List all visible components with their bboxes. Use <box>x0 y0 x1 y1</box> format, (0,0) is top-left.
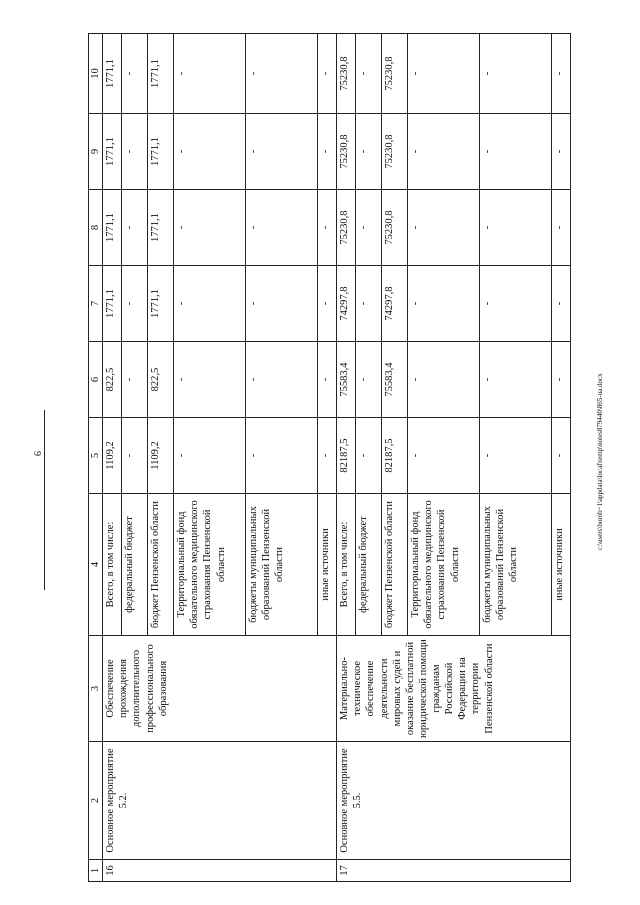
value-cell: - <box>246 114 318 190</box>
value-cell: - <box>552 34 571 114</box>
value-cell: - <box>408 342 480 418</box>
value-cell: 1771,1 <box>148 34 174 114</box>
value-cell: - <box>480 266 552 342</box>
page-number: 9 <box>31 451 42 456</box>
column-header: 1 <box>89 860 103 882</box>
funding-source: бюджет Пензенской области <box>382 494 408 636</box>
value-cell: - <box>408 266 480 342</box>
table-row <box>103 34 122 882</box>
value-cell: 1109,2 <box>148 418 174 494</box>
value-cell: - <box>246 418 318 494</box>
value-cell: - <box>480 418 552 494</box>
value-cell: - <box>318 418 337 494</box>
row-number: 16 <box>103 860 337 882</box>
value-cell: 75230,8 <box>337 190 356 266</box>
value-cell: - <box>408 418 480 494</box>
value-cell: 1771,1 <box>103 34 122 114</box>
value-cell: - <box>122 266 148 342</box>
event-title: Основное мероприятие 5.2. <box>103 742 337 860</box>
funding-source: Территориальный фонд обязательного медицинского страхования Пензенской области <box>408 494 480 636</box>
value-cell: - <box>318 34 337 114</box>
value-cell: - <box>480 342 552 418</box>
value-cell: - <box>246 190 318 266</box>
column-header: 3 <box>89 636 103 742</box>
value-cell: - <box>174 342 246 418</box>
funding-source: Всего, в том числе: <box>103 494 122 636</box>
funding-source: Территориальный фонд обязательного медицинского страхования Пензенской области <box>174 494 246 636</box>
value-cell: 1771,1 <box>148 114 174 190</box>
value-cell: 75230,8 <box>382 190 408 266</box>
value-cell: - <box>480 34 552 114</box>
value-cell: 74297,8 <box>337 266 356 342</box>
column-header: 6 <box>89 342 103 418</box>
value-cell: - <box>356 266 382 342</box>
value-cell: - <box>552 266 571 342</box>
value-cell: 75230,8 <box>337 114 356 190</box>
value-cell: - <box>356 190 382 266</box>
value-cell: 82187,5 <box>337 418 356 494</box>
table-row <box>337 34 356 882</box>
column-header: 7 <box>89 266 103 342</box>
funding-source: иные источники <box>552 494 571 636</box>
funding-source: федеральный бюджет <box>356 494 382 636</box>
funding-source: бюджет Пензенской области <box>148 494 174 636</box>
value-cell: 1771,1 <box>148 266 174 342</box>
value-cell: - <box>122 190 148 266</box>
value-cell: - <box>122 34 148 114</box>
value-cell: - <box>122 342 148 418</box>
value-cell: 75230,8 <box>337 34 356 114</box>
value-cell: - <box>174 190 246 266</box>
table-wrapper <box>88 34 566 882</box>
header-row <box>89 34 103 882</box>
value-cell: - <box>552 342 571 418</box>
value-cell: - <box>174 34 246 114</box>
value-cell: - <box>356 114 382 190</box>
value-cell: - <box>408 114 480 190</box>
value-cell: - <box>552 418 571 494</box>
value-cell: 82187,5 <box>382 418 408 494</box>
table-body <box>103 34 571 882</box>
event-name: Обеспечение прохождения дополнительного профессионального образования <box>103 636 337 742</box>
value-cell: - <box>246 34 318 114</box>
value-cell: - <box>174 418 246 494</box>
value-cell: - <box>408 34 480 114</box>
separator-line <box>44 410 45 590</box>
value-cell: - <box>318 190 337 266</box>
column-header: 10 <box>89 34 103 114</box>
value-cell: 75230,8 <box>382 114 408 190</box>
value-cell: - <box>318 114 337 190</box>
value-cell: - <box>480 190 552 266</box>
funding-source: иные источники <box>318 494 337 636</box>
footer-path: c:\users\borob~1\appdata\local\temp\notes879440\865-ua.docx <box>596 373 604 550</box>
column-header: 2 <box>89 742 103 860</box>
value-cell: - <box>318 342 337 418</box>
value-cell: 75230,8 <box>382 34 408 114</box>
value-cell: - <box>174 266 246 342</box>
budget-table <box>88 33 571 882</box>
value-cell: - <box>122 418 148 494</box>
funding-source: Всего, в том числе: <box>337 494 356 636</box>
value-cell: 1771,1 <box>103 266 122 342</box>
value-cell: - <box>408 190 480 266</box>
event-title: Основное мероприятие 5.5. <box>337 742 571 860</box>
value-cell: 75583,4 <box>337 342 356 418</box>
funding-source: бюджеты муниципальных образований Пензенской области <box>480 494 552 636</box>
value-cell: 1109,2 <box>103 418 122 494</box>
value-cell: - <box>480 114 552 190</box>
event-name: Материально-техническое обеспечение деятельности мировых судей и оказание бесплатной юридической помощи гражданам Российской Федерации на территории Пензенской области <box>337 636 571 742</box>
value-cell: - <box>246 266 318 342</box>
column-header: 9 <box>89 114 103 190</box>
value-cell: - <box>356 342 382 418</box>
value-cell: - <box>356 418 382 494</box>
value-cell: 822,5 <box>103 342 122 418</box>
value-cell: 75583,4 <box>382 342 408 418</box>
value-cell: 1771,1 <box>148 190 174 266</box>
value-cell: 822,5 <box>148 342 174 418</box>
value-cell: - <box>174 114 246 190</box>
value-cell: - <box>122 114 148 190</box>
value-cell: - <box>356 34 382 114</box>
value-cell: 1771,1 <box>103 114 122 190</box>
funding-source: бюджеты муниципальных образований Пензенской области <box>246 494 318 636</box>
value-cell: - <box>552 114 571 190</box>
column-header: 4 <box>89 494 103 636</box>
value-cell: - <box>552 190 571 266</box>
funding-source: федеральный бюджет <box>122 494 148 636</box>
value-cell: 74297,8 <box>382 266 408 342</box>
column-header: 8 <box>89 190 103 266</box>
value-cell: - <box>246 342 318 418</box>
value-cell: 1771,1 <box>103 190 122 266</box>
row-number: 17 <box>337 860 571 882</box>
value-cell: - <box>318 266 337 342</box>
column-header: 5 <box>89 418 103 494</box>
